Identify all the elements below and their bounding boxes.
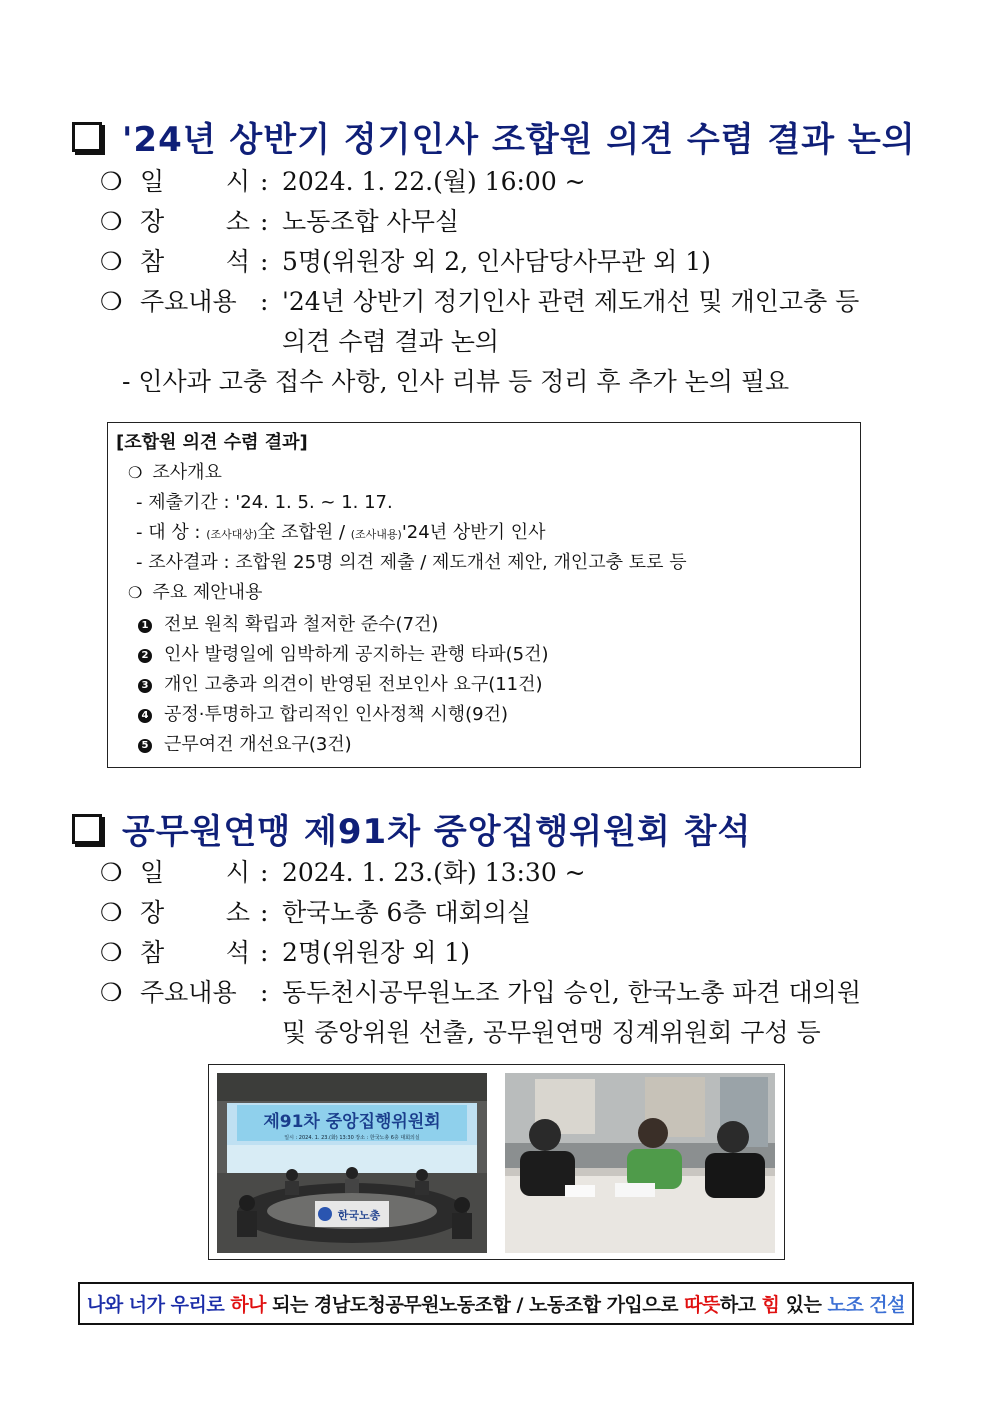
slogan-part: 되는 경남도청공무원노동조합 / 노동조합 가입으로 (266, 1294, 685, 1316)
content-value: 동두천시공무원노조 가입 승인, 한국노총 파견 대의원 (282, 978, 861, 1007)
section2-title (72, 804, 751, 853)
slogan-highlight: 따뜻 (684, 1294, 720, 1316)
survey-target: - 대 상 : (조사대상)全 조합원 / (조사내용)'24년 상반기 인사 (136, 522, 546, 543)
attend-label: 참 석 (140, 247, 250, 276)
circle-bullet-icon: ❍ (100, 858, 123, 887)
number-circle-icon: 2 (138, 649, 152, 663)
circle-bullet-icon: ❍ (100, 167, 123, 196)
section2-title-text: 공무원연맹 제91차 중앙집행위원회 참석 (122, 812, 752, 852)
proposal-item: 1 전보 원칙 확립과 철저한 준수(7건) (138, 611, 438, 639)
content-value: '24년 상반기 정기인사 관련 제도개선 및 개인고충 등 (282, 287, 860, 316)
proposal-item: 5 근무여건 개선요구(3건) (138, 731, 352, 759)
banner-title: 제91차 중앙집행위원회 (263, 1112, 441, 1132)
proposal-item: 2 인사 발령일에 임박하게 공지하는 관행 타파(5건) (138, 641, 548, 669)
banner-subtitle: 일시 : 2024. 1. 23.(화) 13:30 장소 : 한국노총 6층 대회의실 (284, 1135, 420, 1141)
circle-bullet-icon: ❍ (100, 898, 123, 927)
survey-result: - 조사결과 : 조합원 25명 의견 제출 / 제도개선 제안, 개인고충 토로 등 (136, 552, 687, 573)
place-value: 노동조합 사무실 (282, 207, 459, 236)
survey-heading: [조합원 의견 수렴 결과] (116, 432, 308, 453)
survey-period: - 제출기간 : '24. 1. 5. ~ 1. 17. (136, 492, 393, 513)
slogan-part: 있는 (779, 1294, 828, 1316)
attend-value: 2명(위원장 외 1) (282, 938, 470, 967)
slogan-part: 하고 (719, 1294, 762, 1316)
section2-content-row: ❍ 주요내용 : 동두천시공무원노조 가입 승인, 한국노총 파견 대의원 (100, 973, 861, 1013)
section2-content-cont: 및 중앙위원 선출, 공무원연맹 징계위원회 구성 등 (282, 1018, 821, 1047)
circle-bullet-icon: ❍ (128, 463, 143, 482)
circle-bullet-icon: ❍ (100, 207, 123, 236)
number-circle-icon: 4 (138, 709, 152, 723)
meeting-photo-right (505, 1073, 775, 1253)
section1-attend-row: ❍ 참 석 : 5명(위원장 외 2, 인사담당사무관 외 1) (100, 242, 711, 282)
date-value: 2024. 1. 22.(월) 16:00 ~ (282, 167, 586, 196)
section1-place-row: ❍ 장 소 : 노동조합 사무실 (100, 202, 459, 242)
meeting-photo-left (217, 1073, 487, 1253)
content-label: 주요내용 (140, 287, 237, 316)
place-label: 장 소 (140, 207, 250, 236)
section2-date-row: ❍ 일 시 : 2024. 1. 23.(화) 13:30 ~ (100, 853, 586, 893)
survey-overview: ❍ 조사개요 (128, 459, 222, 487)
section1-dash-note: - 인사과 고충 접수 사항, 인사 리뷰 등 정리 후 추가 논의 필요 (122, 367, 790, 396)
photo-frame (208, 1064, 785, 1260)
circle-bullet-icon: ❍ (100, 978, 123, 1007)
date-label: 일 시 (140, 167, 250, 196)
podium-text: 한국노총 (337, 1209, 381, 1222)
checkbox-square-icon (72, 814, 102, 844)
proposal-item: 4 공정·투명하고 합리적인 인사정책 시행(9건) (138, 701, 508, 729)
footer-slogan (78, 1282, 914, 1325)
slogan-part: 나와 너가 우리로 (86, 1294, 231, 1316)
slogan-highlight: 하나 (230, 1294, 267, 1316)
section2-attend-row: ❍ 참 석 : 2명(위원장 외 1) (100, 933, 470, 973)
survey-proposal: ❍ 주요 제안내용 (128, 579, 262, 607)
circle-bullet-icon: ❍ (100, 287, 123, 316)
circle-bullet-icon: ❍ (100, 247, 123, 276)
section1-title (72, 112, 916, 161)
number-circle-icon: 3 (138, 679, 152, 693)
date-label: 일 시 (140, 858, 250, 887)
section2-place-row: ❍ 장 소 : 한국노총 6층 대회의실 (100, 893, 531, 933)
number-circle-icon: 1 (138, 619, 152, 633)
attend-label: 참 석 (140, 938, 250, 967)
survey-result-box (107, 422, 861, 768)
place-value: 한국노총 6층 대회의실 (282, 898, 532, 927)
section1-content-cont: 의견 수렴 결과 논의 (282, 327, 500, 356)
place-label: 장 소 (140, 898, 250, 927)
circle-bullet-icon: ❍ (128, 583, 143, 602)
checkbox-square-icon (72, 122, 102, 152)
slogan-highlight: 힘 (761, 1294, 780, 1316)
slogan-highlight: 노조 건설 (827, 1294, 905, 1316)
section1-title-text: '24년 상반기 정기인사 조합원 의견 수렴 결과 논의 (122, 120, 916, 160)
date-value: 2024. 1. 23.(화) 13:30 ~ (282, 858, 586, 887)
content-label: 주요내용 (140, 978, 237, 1007)
circle-bullet-icon: ❍ (100, 938, 123, 967)
proposal-item: 3 개인 고충과 의견이 반영된 전보인사 요구(11건) (138, 671, 543, 699)
attend-value: 5명(위원장 외 2, 인사담당사무관 외 1) (282, 247, 711, 276)
number-circle-icon: 5 (138, 739, 152, 753)
section1-date-row: ❍ 일 시 : 2024. 1. 22.(월) 16:00 ~ (100, 162, 586, 202)
section1-content-row: ❍ 주요내용 : '24년 상반기 정기인사 관련 제도개선 및 개인고충 등 (100, 282, 859, 322)
